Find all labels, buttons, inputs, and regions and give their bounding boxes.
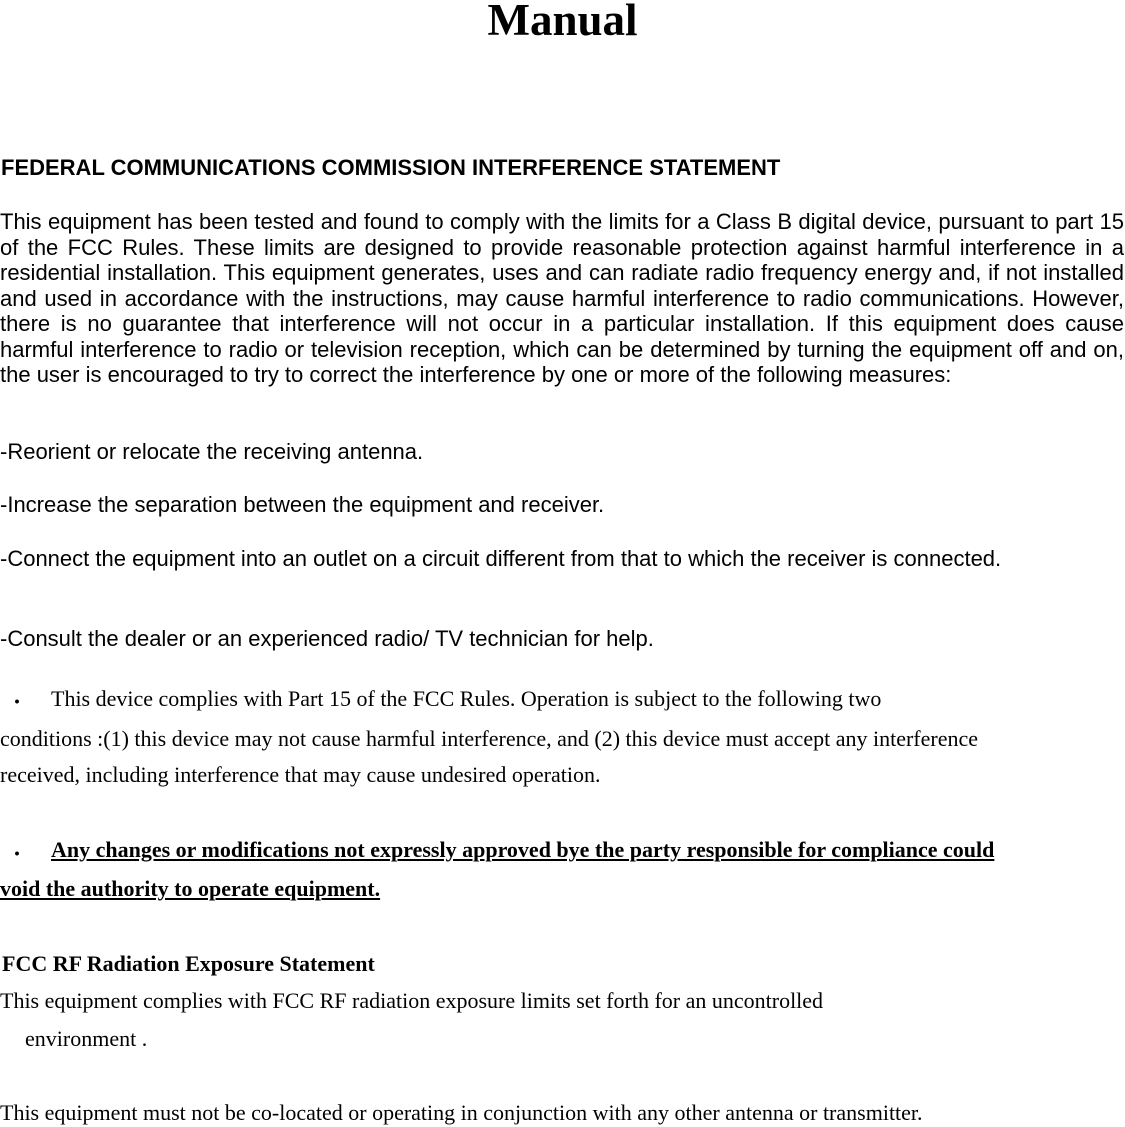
measure-connect-outlet: -Connect the equipment into an outlet on a circuit different from that to which the receiver is connected.	[0, 546, 1002, 571]
page-title: Manual	[487, 0, 638, 45]
rf-line-3: This equipment must not be co-located or operating in conjunction with any other antenna or transmitter.	[0, 1100, 923, 1125]
part15-line-1: This device complies with Part 15 of the FCC Rules. Operation is subject to the following two	[51, 686, 882, 711]
fcc-statement-paragraph: This equipment has been tested and found to comply with the limits for a Class B digital device, pursuant to part 15 of the FCC Rules. These limits are designed to provide reasonable protection against harmful interference in a residential installation. This equipment generates, uses and can radiate radio frequency energy and, if not installed and used in accordance with the instructions, may cause harmful interference to radio communications. However, there is no guarantee that interference will not occur in a particular installation. If this equipment does cause harmful interference to radio or television reception, which can be determined by turning the equipment off and on, the user is encouraged to try to correct the interference by one or more of the following measures:	[0, 209, 1124, 387]
changes-warning-line-1: Any changes or modifications not expressly approved bye the party responsible for compliance could	[51, 837, 995, 862]
rf-line-1: This equipment complies with FCC RF radiation exposure limits set forth for an uncontrolled	[0, 988, 824, 1013]
measure-consult-dealer: -Consult the dealer or an experienced radio/ TV technician for help.	[0, 626, 654, 651]
measure-reorient: -Reorient or relocate the receiving antenna.	[0, 439, 424, 464]
rf-line-2: environment .	[25, 1026, 148, 1051]
bullet-icon: ・	[6, 842, 29, 867]
part15-line-3: received, including interference that may cause undesired operation.	[0, 762, 601, 787]
rf-heading: FCC RF Radiation Exposure Statement	[2, 951, 375, 976]
fcc-heading: FEDERAL COMMUNICATIONS COMMISSION INTERFERENCE STATEMENT	[1, 155, 781, 180]
measure-increase-separation: -Increase the separation between the equipment and receiver.	[0, 492, 605, 517]
bullet-icon: ・	[6, 690, 29, 715]
part15-line-2: conditions :(1) this device may not cause harmful interference, and (2) this device must accept any interference	[0, 726, 978, 751]
changes-warning-line-2: void the authority to operate equipment.	[0, 876, 381, 901]
